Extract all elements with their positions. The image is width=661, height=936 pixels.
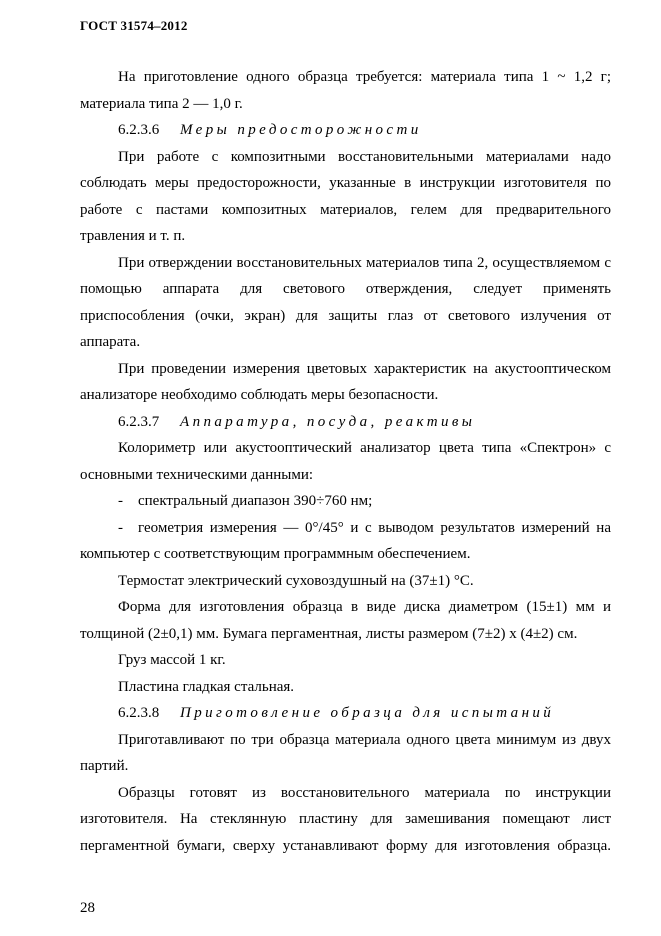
section-title: Аппаратура, посуда, реактивы [180, 413, 476, 430]
section-number: 6.2.3.6 [118, 122, 160, 138]
paragraph-sample-procedure: Образцы готовят из восстановительного материала по инструкции изготовителя. На стеклянную пластину для замешивания помещают лист пергаментной бумаги, сверху устанавливают форму для изготовления образца. [80, 784, 611, 854]
section-heading-6-2-3-6 [80, 117, 611, 144]
dash-marker: - [118, 493, 123, 509]
dash-marker: - [118, 519, 123, 536]
document-body [80, 64, 611, 859]
paragraph-precautions-curing: При отверждении восстановительных материалов типа 2, осуществляемом с помощью аппарата для светового отверждения, следует применять приспособления (очки, экран) для защиты глаз от светового излучения от аппарата. [80, 254, 611, 350]
page-number: 28 [80, 900, 95, 916]
section-title: Меры предосторожности [180, 122, 422, 138]
section-title: Приготовление образца для испытаний [180, 705, 555, 721]
paragraph-sample-amount: На приготовление одного образца требуется: материала типа 1 ~ 1,2 г; материала типа 2 — 1,0 г. [80, 69, 611, 112]
list-item-spectral-range [80, 488, 611, 515]
section-heading-6-2-3-7 [80, 409, 611, 436]
list-item-text: геометрия измерения — 0°/45° и с выводом результатов измерений на компьютер с соответствующим программным обеспечением. [80, 519, 611, 562]
paragraph-precautions-composite: При работе с композитными восстановительными материалами надо соблюдать меры предосторожности, указанные в инструкции изготовителя по работе с пастами композитных материалов, гелем для предварительного травления и т. п. [80, 148, 611, 244]
paragraph-precautions-analyzer: При проведении измерения цветовых характеристик на акустооптическом анализаторе необходимо соблюдать меры безопасности. [80, 360, 611, 403]
paragraph-sample-prep: Приготавливают по три образца материала одного цвета минимум из двух партий. [80, 731, 611, 774]
section-number: 6.2.3.8 [118, 705, 160, 721]
list-item-text: спектральный диапазон 390÷760 нм; [138, 493, 373, 509]
section-heading-6-2-3-8 [80, 700, 611, 727]
paragraph-mold: Форма для изготовления образца в виде диска диаметром (15±1) мм и толщиной (2±0,1) мм. Бумага пергаментная, листы размером (7±2) х (4±2) см. [80, 599, 611, 642]
paragraph-colorimeter: Колориметр или акустооптический анализатор цвета типа «Спектрон» с основными техническими данными: [80, 440, 611, 483]
paragraph-thermostat: Термостат электрический суховоздушный на (37±1) °С. [118, 572, 474, 589]
section-number: 6.2.3.7 [118, 413, 160, 430]
list-item-geometry [80, 515, 611, 568]
paragraph-weight: Груз массой 1 кг. [118, 652, 226, 668]
paragraph-plate: Пластина гладкая стальная. [118, 678, 295, 695]
document-header: ГОСТ 31574–2012 [80, 18, 188, 33]
